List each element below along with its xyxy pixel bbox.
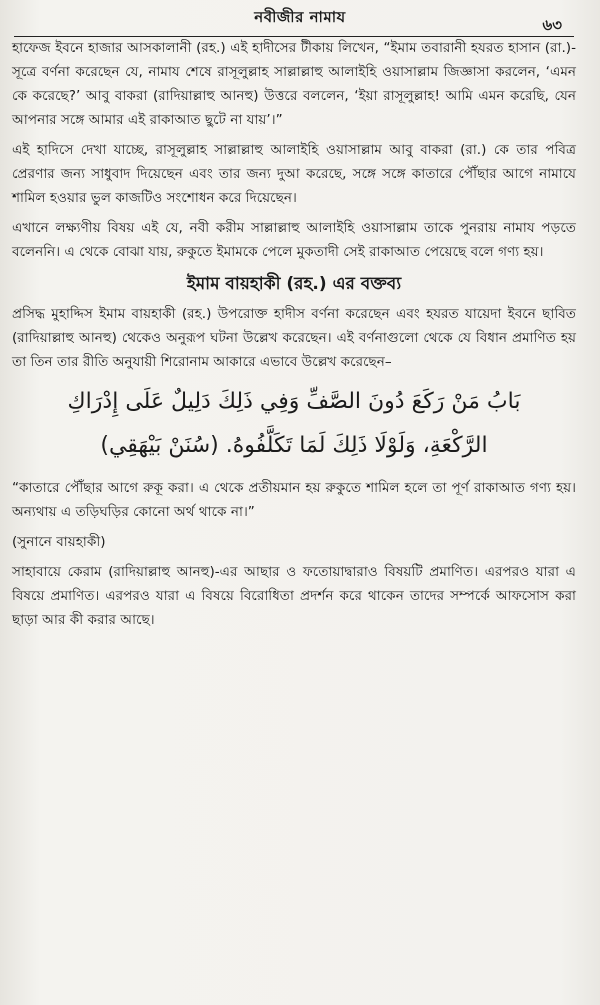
running-title: নবীজীর নামায	[254, 8, 346, 26]
arabic-quotation	[12, 380, 576, 468]
paragraph-ibn-hajar-quote: হাফেজ ইবনে হাজার আসকালানী (রহ.) এই হাদীসের টীকায় লিখেন, “ইমাম তবারানী হযরত হাসান (রা.)- সূত্রে বর্ণনা করেছেন যে, নামায শেষে রাসূলুল্লাহ সাল্লাল্লাহু আলাইহি ওয়াসাল্লাম জিজ্ঞাসা করলেন, ‘এমন কে করেছে?’ আবু বাকরা (রাদিয়াল্লাহু আনহু) উত্তরে বললেন, ‘ইয়া রাসূলুল্লাহ! আমি এমন করেছি, যেন আপনার সঙ্গে আমার এই রাকাআত ছুটে না যায়’।”	[12, 40, 576, 128]
source-citation: (সুনানে বায়হাকী)	[12, 534, 106, 550]
paragraph-notable-point: এখানে লক্ষ্যণীয় বিষয় এই যে, নবী করীম সাল্লাল্লাহু আলাইহি ওয়াসাল্লাম তাকে পুনরায় নামায পড়তে বলেননি। এ থেকে বোঝা যায়, রুকুতে ইমামকে পেলে মুকতাদী সেই রাকাআত পেয়েছে বলে গণ্য হয়।	[12, 220, 576, 260]
header-rule	[14, 36, 574, 37]
bengali-translation: “কাতারে পৌঁছার আগে রুকূ করা। এ থেকে প্রতীয়মান হয় রুকুতে শামিল হলে তা পূর্ণ রাকাআত গণ্য হয়। অন্যথায় এ তড়িঘড়ির কোনো অর্থ থাকে না।”	[12, 480, 576, 520]
closing-paragraph: সাহাবায়ে কেরাম (রাদিয়াল্লাহু আনহু)-এর আছার ও ফতোয়াদ্বারাও বিষয়টি প্রমাণিত। এরপরও যারা এ বিষয়ে প্রমাণিত। এরপরও যারা এ বিষয়ে বিরোধিতা প্রদর্শন করে থাকেন তাদের সম্পর্কে আফসোস করা ছাড়া আর কী করার আছে।	[12, 564, 576, 628]
page-number: ৬৩	[542, 16, 562, 34]
running-header	[0, 4, 600, 34]
arabic-line-1: بَابُ مَنْ رَكَعَ دُونَ الصَّفِّ وَفِي ذَلِكَ دَلِيلٌ عَلَى إِدْرَاكِ	[67, 389, 521, 414]
section-heading: ইমাম বায়হাকী (রহ.) এর বক্তব্য	[186, 274, 402, 294]
paragraph-hadith-explanation: এই হাদিসে দেখা যাচ্ছে, রাসূলুল্লাহ সাল্লাল্লাহু আলাইহি ওয়াসাল্লাম আবু বাকরা (রা.) কে তার পবিত্র প্রেরণার জন্য সাধুবাদ দিয়েছেন এবং তার জন্য দুআ করেছে, সঙ্গে সঙ্গে কাতারে পৌঁছার আগে নামাযে শামিল হওয়ার ভুল কাজটিও সংশোধন করে দিয়েছেন।	[12, 142, 576, 206]
section-intro-paragraph: প্রসিদ্ধ মুহাদ্দিস ইমাম বায়হাকী (রহ.) উপরোক্ত হাদীস বর্ণনা করেছেন এবং হযরত যায়েদা ইবনে ছাবিত (রাদিয়াল্লাহু আনহু) থেকেও অনুরূপ ঘটনা উল্লেখ করেছেন। এই বর্ণনাগুলো থেকে যে বিধান প্রমাণিত হয় তা তিন তার রীতি অনুযায়ী শিরোনাম আকারে এভাবে উল্লেখ করেছেন–	[12, 306, 576, 370]
arabic-line-2: الرَّكْعَةِ، وَلَوْلَا ذَلِكَ لَمَا تَكَلَّفُوهُ. (سُنَنْ بَيْهَقِي)	[100, 433, 488, 458]
